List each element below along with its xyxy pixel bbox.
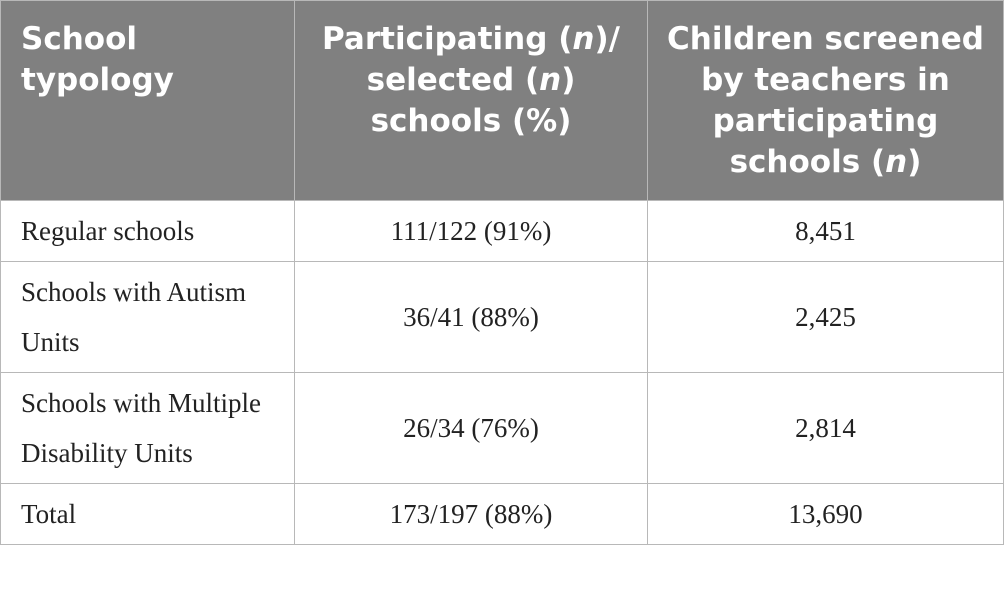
cell-children: 8,451 — [648, 201, 1004, 262]
header-participating-n1: n — [572, 21, 595, 57]
table-row — [1, 262, 1004, 373]
cell-typology: Schools with Autism Units — [1, 262, 295, 373]
cell-participating: 173/197 (88%) — [295, 484, 648, 545]
header-row — [1, 1, 1004, 201]
header-school-typology-text: School typology — [21, 21, 174, 98]
header-participating-n2: n — [539, 62, 562, 98]
header-participating-selected — [295, 1, 648, 201]
cell-children: 13,690 — [648, 484, 1004, 545]
cell-participating: 26/34 (76%) — [295, 373, 648, 484]
header-participating-part1: Participating ( — [322, 21, 573, 57]
cell-typology: Total — [1, 484, 295, 545]
table-header — [1, 1, 1004, 201]
header-children-part2: ) — [907, 144, 922, 180]
cell-typology: Schools with Multiple Disability Units — [1, 373, 295, 484]
cell-participating: 111/122 (91%) — [295, 201, 648, 262]
cell-children: 2,425 — [648, 262, 1004, 373]
header-participating-part2: )/ selected ( — [366, 21, 620, 98]
table-row-total — [1, 484, 1004, 545]
cell-children: 2,814 — [648, 373, 1004, 484]
table-row — [1, 201, 1004, 262]
cell-participating: 36/41 (88%) — [295, 262, 648, 373]
table-row — [1, 373, 1004, 484]
header-participating-part3: ) schools (%) — [370, 62, 576, 139]
table-body — [1, 201, 1004, 545]
header-children-part1: Children screened by teachers in participating schools ( — [667, 21, 984, 180]
header-children-n: n — [885, 144, 908, 180]
header-children-screened — [648, 1, 1004, 201]
header-school-typology — [1, 1, 295, 201]
cell-typology: Regular schools — [1, 201, 295, 262]
